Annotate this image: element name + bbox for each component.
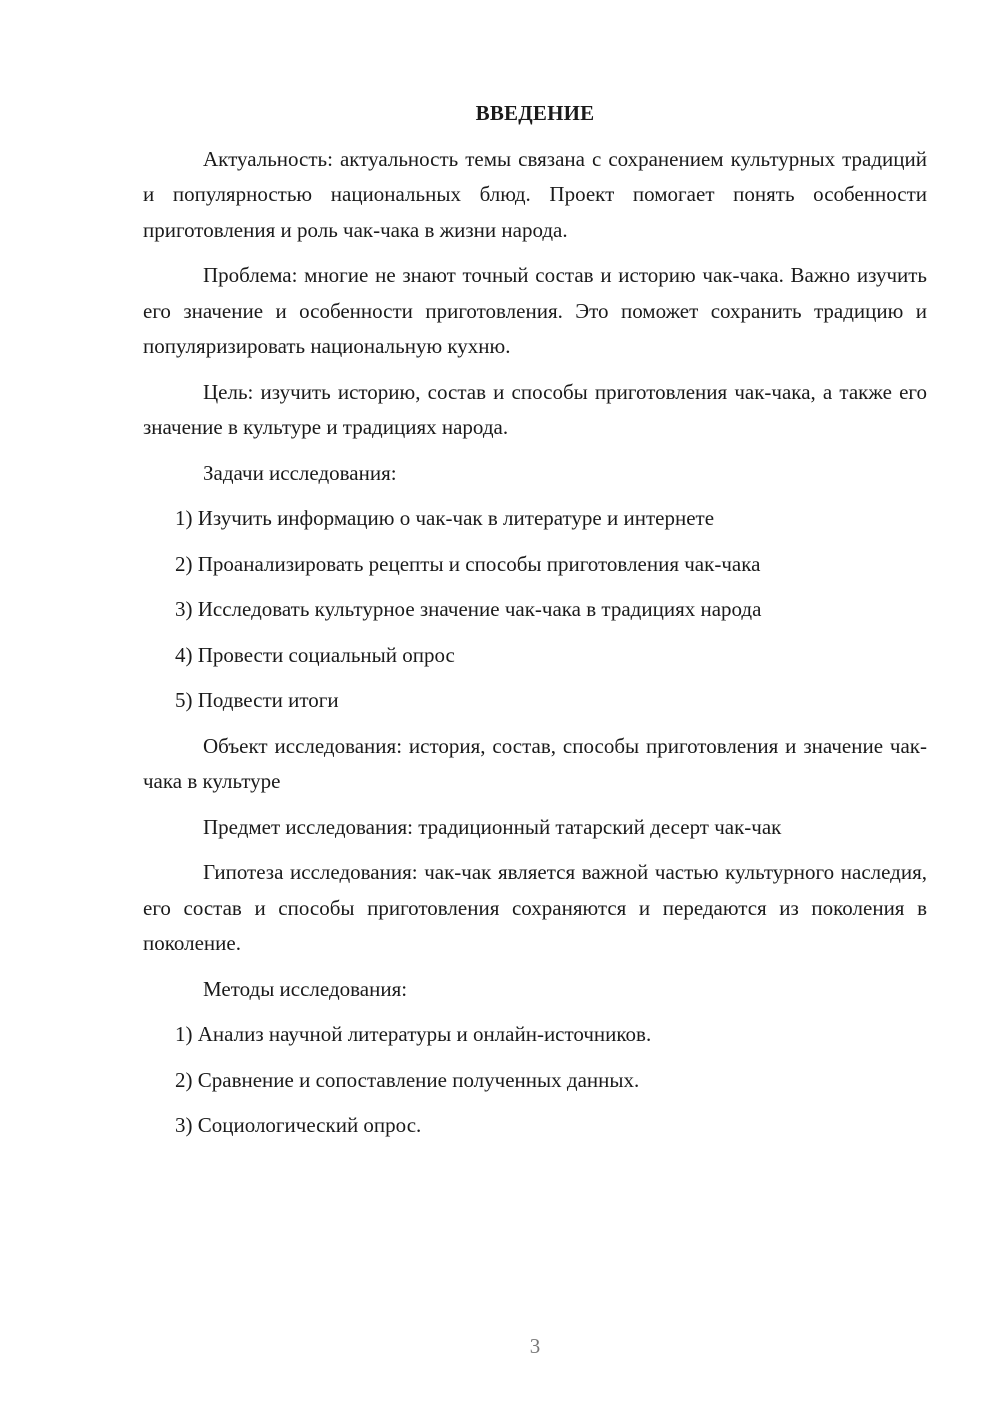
methods-heading: Методы исследования: [203, 976, 408, 1001]
list-item: 1) Изучить информацию о чак-чак в литературе и интернете [175, 506, 715, 530]
list-item: 2) Проанализировать рецепты и способы приготовления чак-чака [175, 551, 761, 576]
page-number: 3 [529, 1334, 541, 1358]
list-item: 1) Анализ научной литературы и онлайн-источников. [175, 1022, 652, 1046]
methods-list [143, 1017, 927, 1144]
list-item: 5) Подвести итоги [175, 688, 339, 712]
list-item: 3) Социологический опрос. [175, 1113, 422, 1137]
problem-paragraph: Проблема: многие не знают точный состав и историю чак-чака. Важно изучить его значение и особенности приготовления. Это поможет сохранить традицию и популяризировать национальную кухню. [143, 263, 927, 358]
tasks-heading: Задачи исследования: [203, 460, 397, 485]
subject-paragraph: Предмет исследования: традиционный татарский десерт чак-чак [203, 814, 782, 839]
list-item: 4) Провести социальный опрос [175, 642, 455, 667]
goal-paragraph: Цель: изучить историю, состав и способы приготовления чак-чака, а также его значение в культуре и традициях народа. [143, 379, 927, 439]
tasks-list [143, 501, 927, 719]
section-title: ВВЕДЕНИЕ [475, 101, 595, 125]
object-paragraph: Объект исследования: история, состав, способы приготовления и значение чак-чака в культуре [143, 733, 927, 793]
document-page [143, 96, 927, 1154]
list-item: 3) Исследовать культурное значение чак-чака в традициях народа [175, 597, 762, 621]
list-item: 2) Сравнение и сопоставление полученных данных. [175, 1067, 640, 1092]
hypothesis-paragraph: Гипотеза исследования: чак-чак является важной частью культурного наследия, его состав и способы приготовления сохраняются и передаются из поколения в поколение. [143, 860, 927, 955]
relevance-paragraph: Актуальность: актуальность темы связана с сохранением культурных традиций и популярностью национальных блюд. Проект помогает понять особенности приготовления и роль чак-чака в жизни народа. [143, 146, 927, 242]
